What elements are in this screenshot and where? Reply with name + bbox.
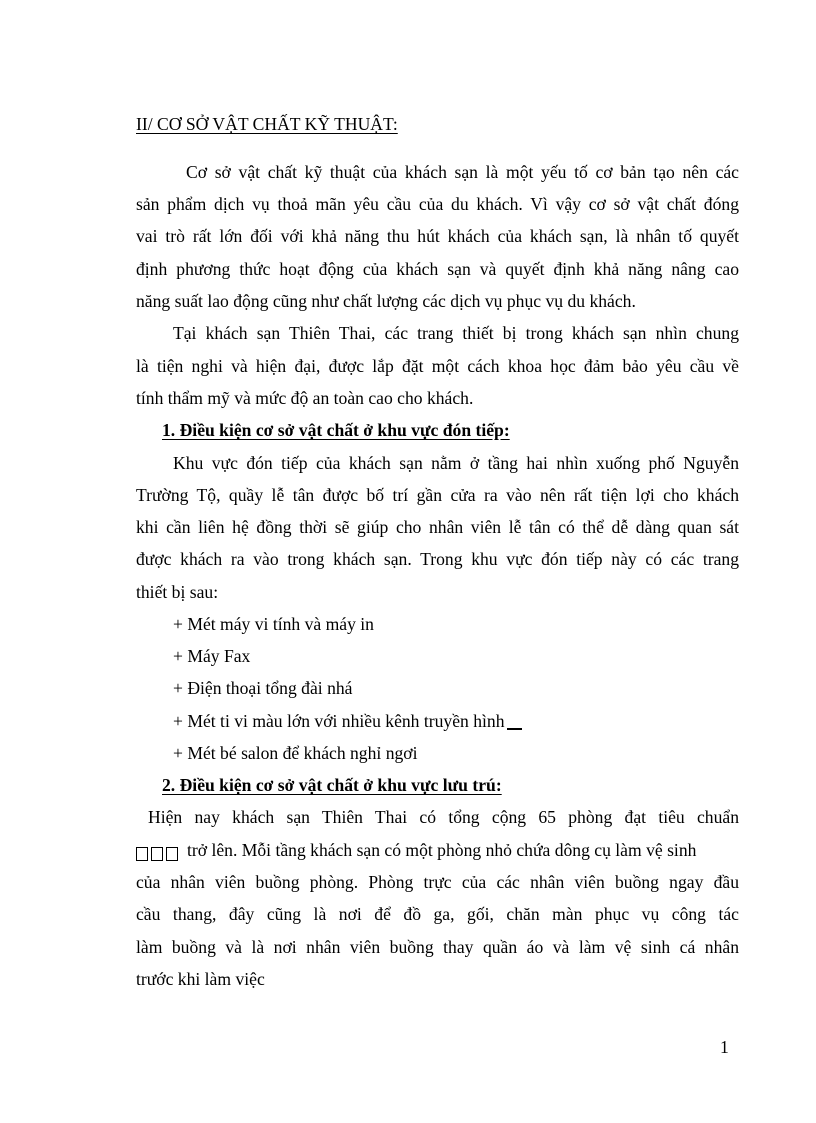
equipment-item-5: + Mét bé salon để khách nghỉ ngơi [173,743,418,763]
section-title: II/ CƠ SỞ VẬT CHẤT KỸ THUẬT: [136,114,398,134]
paragraph4-line-2-text: trở lên. Mỗi tầng khách sạn có một phòng nhỏ chứa dông cụ làm vệ sinh [187,840,697,860]
paragraph3-line-4: được khách ra vào trong khách sạn. Trong khu vực đón tiếp này có các trang [136,549,739,569]
intro-line-4: định phương thức hoạt động của khách sạn và quyết định khả năng nâng cao [136,259,739,279]
paragraph3-line-2: Trường Tộ, quầy lễ tân được bố trí gần cửa ra vào nên rất tiện lợi cho khách [136,485,739,505]
paragraph4-line-5: làm buồng và là nơi nhân viên buồng thay quần áo và làm vệ sinh cá nhân [136,937,739,957]
equipment-item-2: + Máy Fax [173,646,251,666]
paragraph4-line-6: trước khi làm việc [136,969,265,989]
intro-line-2: sản phẩm dịch vụ thoả mãn yêu cầu của du khách. Vì vậy cơ sở vật chất đóng [136,194,739,214]
glyph-box-2 [151,847,163,861]
paragraph2-line-1: Tại khách sạn Thiên Thai, các trang thiết bị trong khách sạn nhìn chung [173,323,739,343]
heading-accommodation: 2. Điều kiện cơ sở vật chất ở khu vực lưu trú: [162,775,502,795]
page-number: 1 [720,1037,729,1057]
paragraph2-line-2: là tiện nghi và hiện đại, được lắp đặt một cách khoa học đảm bảo yêu cầu về [136,356,739,376]
paragraph3-line-3: khi cần liên hệ đồng thời sẽ giúp cho nhân viên lễ tân có thể dễ dàng quan sát [136,517,739,537]
paragraph3-line-1: Khu vực đón tiếp của khách sạn nằm ở tầng hai nhìn xuống phố Nguyễn [173,453,739,473]
underline-mark [507,728,522,730]
equipment-item-4-wrapper [173,710,522,732]
intro-line-5: năng suất lao động cũng như chất lượng các dịch vụ phục vụ du khách. [136,291,636,311]
paragraph4-line-2 [136,839,739,863]
paragraph4-line-1: Hiện nay khách sạn Thiên Thai có tổng cộng 65 phòng đạt tiêu chuẩn [148,807,739,827]
intro-line-3: vai trò rất lớn đối với khả năng thu hút khách của khách sạn, là nhân tố quyết [136,226,739,246]
paragraph3-line-5: thiết bị sau: [136,582,219,602]
glyph-box-1 [136,847,148,861]
heading-reception: 1. Điều kiện cơ sở vật chất ở khu vực đón tiếp: [162,420,510,440]
equipment-item-3: + Điện thoại tổng đài nhá [173,678,353,698]
paragraph2-line-3: tính thẩm mỹ và mức độ an toàn cao cho khách. [136,388,474,408]
paragraph4-line-4: cầu thang, đây cũng là nơi để đồ ga, gối, chăn màn phục vụ công tác [136,904,739,924]
equipment-item-4: + Mét ti vi màu lớn với nhiều kênh truyền hình [173,711,505,731]
glyph-box-3 [166,847,178,861]
intro-line-1: Cơ sở vật chất kỹ thuật của khách sạn là một yếu tố cơ bản tạo nên các [186,162,739,182]
equipment-item-1: + Mét máy vi tính và máy in [173,614,374,634]
paragraph4-line-3: của nhân viên buồng phòng. Phòng trực của các nhân viên buồng ngay đầu [136,872,739,892]
missing-glyph-boxes [136,841,181,863]
